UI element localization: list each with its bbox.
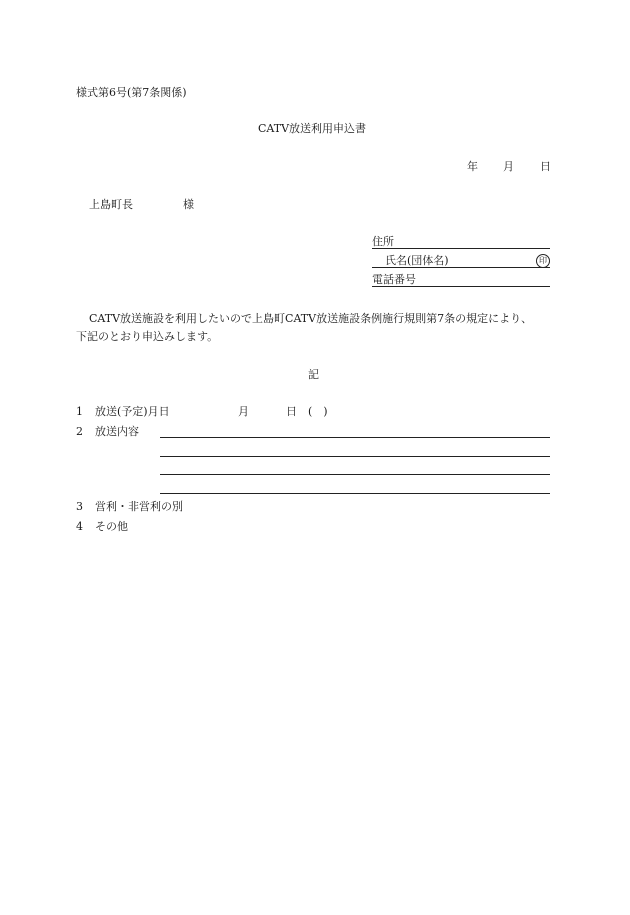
item1-weekday-paren: ( ) [308,405,328,418]
item1-label: 放送(予定)月日 [95,405,170,418]
address-label: 住所 [372,235,394,248]
item2-number: 2 [76,425,83,438]
item3-label: 営利・非営利の別 [95,500,183,513]
content-line-3 [160,474,550,475]
date-year-label: 年 [467,160,478,173]
item4-label: その他 [95,520,128,533]
content-line-1 [160,437,550,438]
content-line-2 [160,456,550,457]
ki-heading: 記 [308,368,319,381]
date-day-label: 日 [540,160,551,173]
phone-underline [372,286,550,287]
date-month-label: 月 [503,160,514,173]
item1-month: 月 [238,405,249,418]
seal-mark: 印 [536,254,550,268]
item1-number: 1 [76,405,83,418]
addressee-name: 上島町長 [89,198,133,211]
content-line-4 [160,493,550,494]
item3-number: 3 [76,500,83,513]
form-number: 様式第6号(第7条関係) [76,86,187,99]
form-title: CATV放送利用申込書 [258,122,367,135]
item4-number: 4 [76,520,83,533]
body-text-line1: CATV放送施設を利用したいので上島町CATV放送施設条例施行規則第7条の規定により、 [89,312,533,325]
body-text-line2: 下記のとおり申込みします。 [76,330,219,343]
phone-label: 電話番号 [372,273,416,286]
name-underline [372,267,550,268]
item2-label: 放送内容 [95,425,139,438]
name-label: 氏名(団体名) [385,254,449,267]
address-underline [372,248,550,249]
item1-day: 日 [286,405,297,418]
addressee-honorific: 様 [183,198,194,211]
